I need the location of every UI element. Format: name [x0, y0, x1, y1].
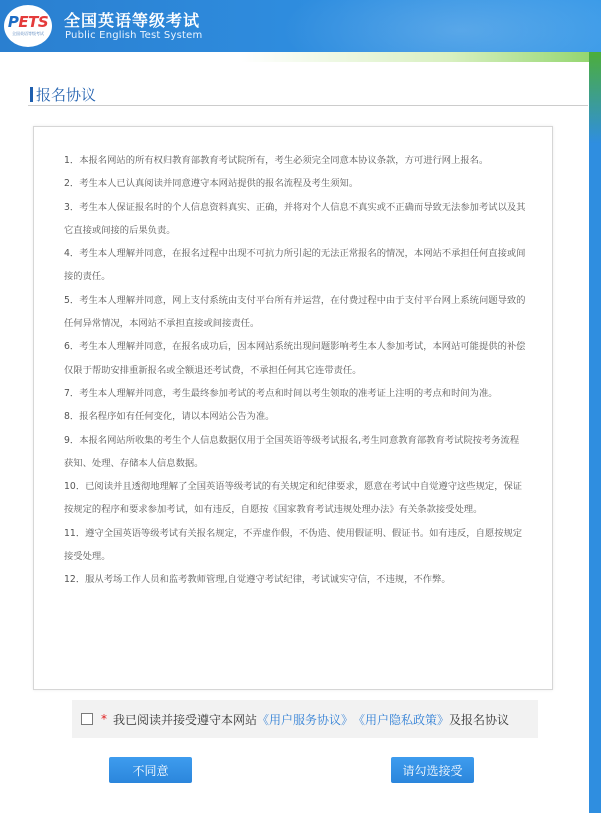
right-side-rail — [589, 52, 601, 813]
agreement-item: 6．考生本人理解并同意，在报名成功后，因本网站系统出现问题影响考生本人参加考试，本网站可能提供的补偿仅限于帮助安排重新报名或全额退还考试费，不承担任何其它连带责任。 — [64, 341, 526, 376]
logo-subtext: 全国英语等级考试 — [12, 31, 44, 36]
page-title — [30, 84, 96, 105]
accept-checkbox[interactable] — [81, 713, 93, 725]
site-title: 全国英语等级考试 — [64, 11, 201, 30]
agreement-item: 3．考生本人保证报名时的个人信息资料真实、正确，并将对个人信息不真实或不正确而导致无法参加考试以及其它直接或间接的后果负责。 — [64, 201, 526, 236]
agreement-item: 1．本报名网站的所有权归教育部教育考试院所有，考生必须完全同意本协议条款，方可进行网上报名。 — [64, 155, 489, 166]
accept-label-suffix: 及报名协议 — [449, 712, 510, 727]
logo-text: PETS — [7, 13, 49, 31]
header-accent-strip — [0, 52, 601, 62]
agreement-item: 10．已阅读并且透彻地理解了全国英语等级考试的有关规定和纪律要求，愿意在考试中自觉遵守这些规定，保证按规定的程序和要求参加考试，如有违反，自愿按《国家教育考试违规处理办法》有关条款接受处理。 — [64, 481, 523, 516]
header-bar — [0, 0, 601, 52]
disagree-button[interactable]: 不同意 — [109, 757, 192, 783]
page-title-text: 报名协议 — [36, 86, 97, 104]
agreement-item: 4．考生本人理解并同意，在报名过程中出现不可抗力所引起的无法正常报名的情况，本网站不承担任何直接或间接的责任。 — [64, 248, 526, 283]
user-privacy-policy-link[interactable]: 《用户隐私政策》 — [353, 712, 450, 727]
agreement-item: 9．本报名网站所收集的考生个人信息数据仅用于全国英语等级考试报名,考生同意教育部教育考试院按考务流程获知、处理、存储本人信息数据。 — [64, 434, 520, 469]
agreement-panel — [33, 126, 553, 690]
user-service-agreement-link[interactable]: 《用户服务协议》 — [257, 712, 354, 727]
agreement-item: 2．考生本人已认真阅读并同意遵守本网站提供的报名流程及考生须知。 — [64, 178, 359, 190]
site-subtitle: Public English Test System — [65, 30, 203, 41]
title-marker — [30, 87, 33, 102]
agreement-item: 7．考生本人理解并同意，考生最终参加考试的考点和时间以考生领取的准考证上注明的考点和时间为准。 — [64, 387, 498, 399]
title-divider — [28, 105, 588, 106]
agreement-item: 11．遵守全国英语等级考试有关报名规定，不弄虚作假，不伪造、使用假证明、假证书。如有违反，自愿按规定接受处理。 — [64, 527, 523, 563]
header-decoration — [281, 0, 601, 52]
accept-label-prefix: 我已阅读并接受遵守本网站 — [113, 712, 258, 727]
required-mark: * — [101, 712, 107, 726]
pets-logo — [4, 5, 52, 47]
accept-button[interactable]: 请勾选接受 — [391, 757, 474, 783]
agreement-item: 12．服从考场工作人员和监考教师管理,自觉遵守考试纪律，考试诚实守信，不违规，不作弊。 — [64, 574, 451, 586]
accept-agreement-row — [72, 700, 538, 738]
agreement-item: 8．报名程序如有任何变化，请以本网站公告为准。 — [64, 411, 275, 423]
agreement-item: 5．考生本人理解并同意，网上支付系统由支付平台所有并运营，在付费过程中由于支付平台网上系统问题导致的任何异常情况，本网站不承担直接或间接责任。 — [64, 294, 526, 330]
